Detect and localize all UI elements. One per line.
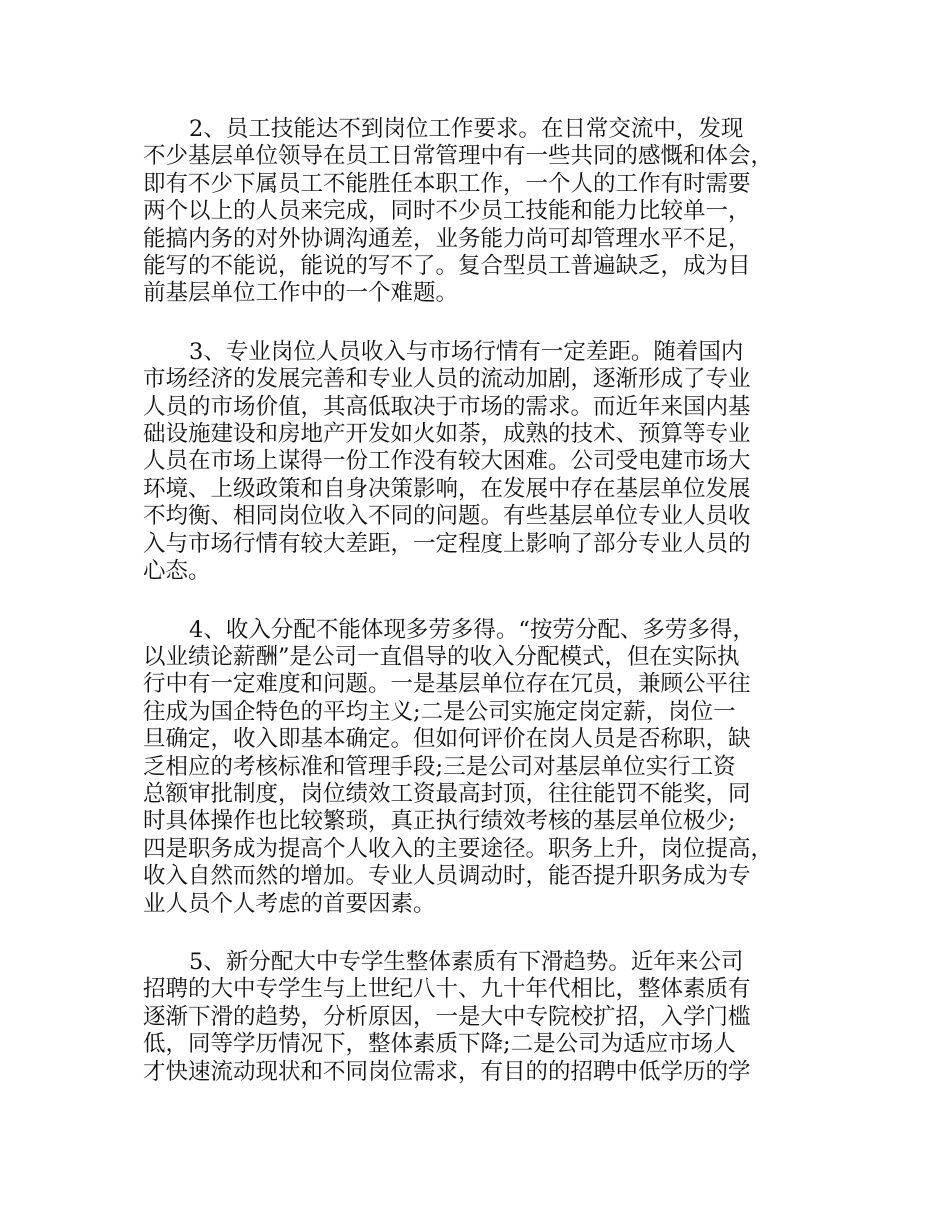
text-line: 才快速流动现状和不同岗位需求，有目的的招聘中低学历的学 (143, 1058, 751, 1085)
text-line: 逐渐下滑的趋势，分析原因，一是大中专院校扩招，入学门槛 (143, 1003, 751, 1030)
text-line: 市场经济的发展完善和专业人员的流动加剧，逐渐形成了专业 (143, 366, 751, 393)
paragraph-item-2 (143, 116, 833, 308)
text-line: 心态。 (143, 558, 211, 585)
text-line: 入与市场行情有较大差距，一定程度上影响了部分专业人员的 (143, 530, 751, 557)
text-line: 两个以上的人员来完成，同时不少员工技能和能力比较单一， (143, 198, 751, 225)
paragraph-item-5 (143, 949, 833, 1086)
text-line: 2、员工技能达不到岗位工作要求。在日常交流中，发现 (189, 116, 744, 142)
text-line: 能搞内务的对外协调沟通差，业务能力尚可却管理水平不足， (143, 225, 751, 252)
text-line: 人员的市场价值，其高低取决于市场的需求。而近年来国内基 (143, 393, 751, 420)
text-line: 往成为国企特色的平均主义;二是公司实施定岗定薪，岗位一 (143, 698, 736, 725)
text-line: 总额审批制度，岗位绩效工资最高封顶，往往能罚不能奖，同 (143, 780, 751, 807)
text-line: 不均衡、相同岗位收入不同的问题。有些基层单位专业人员收 (143, 503, 751, 530)
text-line: 时具体操作也比较繁琐，真正执行绩效考核的基层单位极少; (143, 808, 736, 835)
text-line: 能写的不能说，能说的写不了。复合型员工普遍缺乏，成为目 (143, 253, 751, 280)
text-line: 础设施建设和房地产开发如火如荼，成熟的技术、预算等专业 (143, 421, 751, 448)
text-line: 前基层单位工作中的一个难题。 (143, 280, 459, 307)
document-page (143, 116, 833, 1117)
text-line: 3、专业岗位人员收入与市场行情有一定差距。随着国内 (189, 338, 744, 365)
text-line: 旦确定，收入即基本确定。但如何评价在岗人员是否称职，缺 (143, 726, 751, 753)
text-line: 四是职务成为提高个人收入的主要途径。职务上升，岗位提高， (143, 835, 774, 862)
paragraph-item-3 (143, 339, 833, 586)
text-line: 环境、上级政策和自身决策影响，在发展中存在基层单位发展 (143, 475, 751, 502)
text-line: 人员在市场上谋得一份工作没有较大困难。公司受电建市场大 (143, 448, 751, 475)
text-line: 行中有一定难度和问题。一是基层单位存在冗员，兼顾公平往 (143, 671, 751, 698)
text-line: 即有不少下属员工不能胜任本职工作，一个人的工作有时需要 (143, 170, 751, 197)
text-line: 不少基层单位领导在员工日常管理中有一些共同的感慨和体会， (143, 143, 774, 170)
text-line: 以业绩论薪酬”是公司一直倡导的收入分配模式，但在实际执 (143, 643, 740, 670)
text-line: 5、新分配大中专学生整体素质有下滑趋势。近年来公司 (189, 948, 744, 975)
paragraph-item-4 (143, 617, 833, 918)
text-line: 乏相应的考核标准和管理手段;三是公司对基层单位实行工资 (143, 753, 736, 780)
text-line: 收入自然而然的增加。专业人员调动时，能否提升职务成为专 (143, 863, 751, 890)
text-line: 4、收入分配不能体现多劳多得。“按劳分配、多劳多得， (189, 616, 755, 643)
text-line: 业人员个人考虑的首要因素。 (143, 890, 436, 917)
text-line: 低，同等学历情况下，整体素质下降;二是公司为适应市场人 (143, 1031, 736, 1058)
text-line: 招聘的大中专学生与上世纪八十、九十年代相比，整体素质有 (143, 976, 751, 1003)
